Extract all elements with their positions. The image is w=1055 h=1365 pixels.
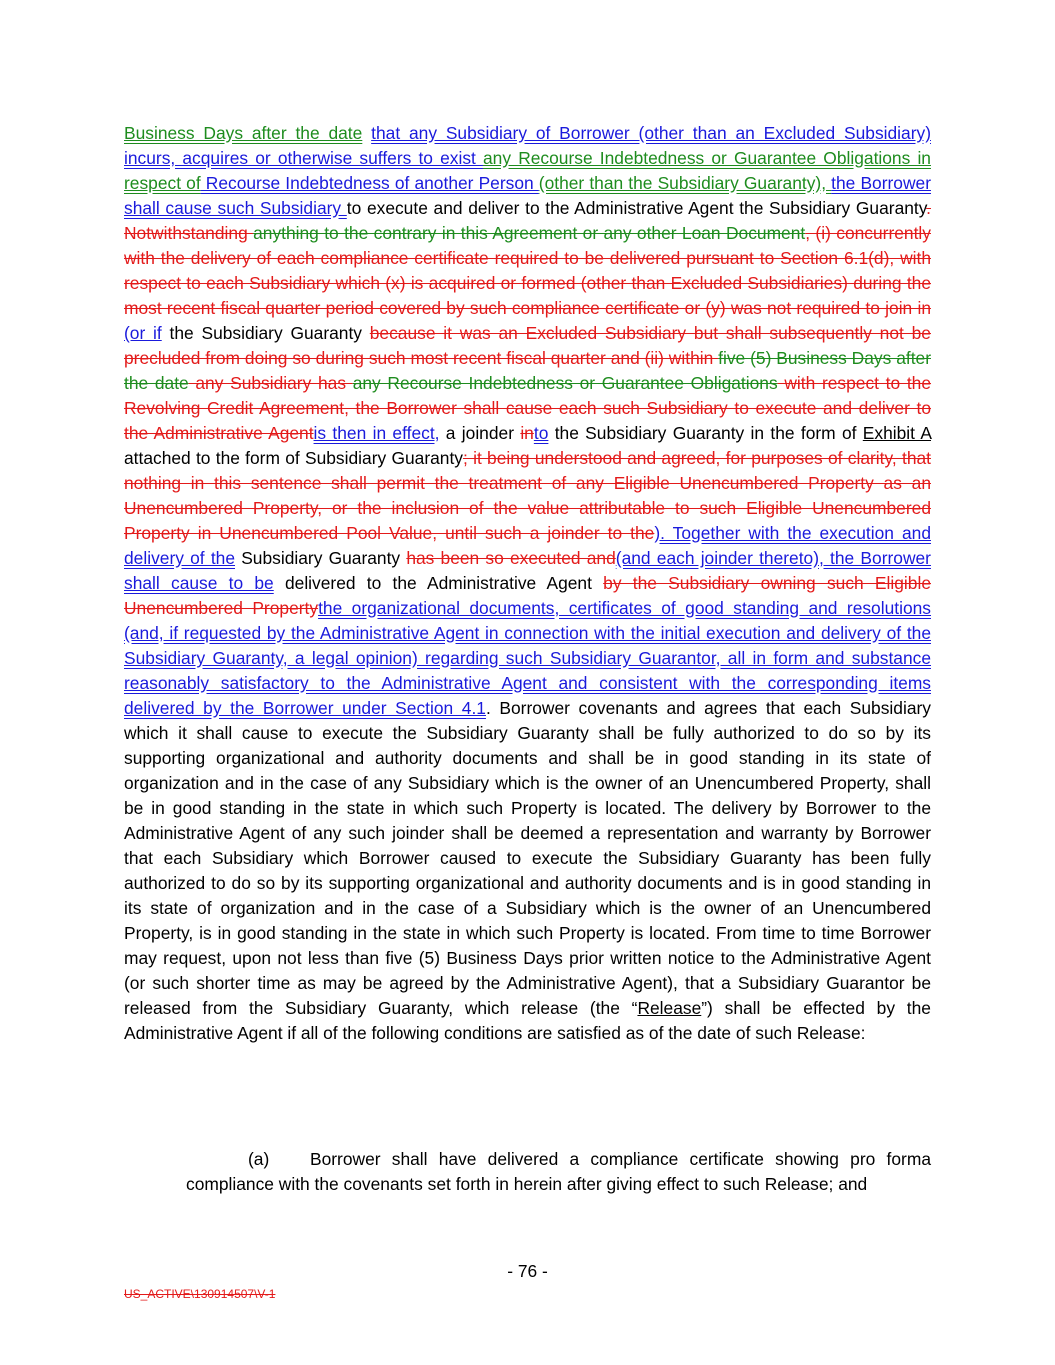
deleted-text: with respect to the Revolving Credit Agreement, the Borrower shall cause each such Subsidiary to execute and deliver to the Administrative Agent bbox=[124, 373, 932, 443]
deleted-text: any Subsidiary has bbox=[188, 373, 353, 393]
deleted-text: . Notwithstanding bbox=[124, 198, 931, 243]
list-item-a bbox=[186, 1147, 931, 1197]
main-paragraph bbox=[124, 121, 931, 1046]
deleted-text: Section 6.1(d) bbox=[780, 248, 890, 268]
page-number: - 76 - bbox=[507, 1261, 548, 1281]
underlined-term: Release bbox=[637, 998, 702, 1018]
deleted-text: ; it being understood and agreed, for purposes of clarity, that nothing in this sentence shall permit the treatment of any Eligible Unencumbered Property as an Unencumbered Property, or the inclusion of the value attributable to such Eligible Unencumbered Property in Unencumbered Pool Value, until such a joinder to the bbox=[124, 448, 931, 543]
moved-text: any Recourse Indebtedness or Guarantee Obligations in respect of bbox=[124, 148, 931, 193]
inserted-text: the Borrower shall cause such Subsidiary bbox=[124, 173, 931, 218]
deleted-text: , (i) concurrently with the delivery of each compliance certificate required to be delivered pursuant to bbox=[124, 223, 931, 268]
moved-deleted-text: any Recourse Indebtedness or Guarantee Obligations bbox=[352, 373, 778, 393]
text-run: a joinder bbox=[439, 423, 521, 443]
inserted-text: (and each joinder thereto), the Borrower shall cause to be bbox=[124, 548, 931, 593]
document-id: US_ACTIVE\130914507\V-1 bbox=[124, 1287, 276, 1301]
moved-deleted-text: anything to the contrary in this Agreement or any other Loan Document bbox=[253, 223, 806, 243]
inserted-text: Recourse Indebtedness of another Person bbox=[200, 173, 539, 193]
text-run: the Subsidiary Guaranty in the form of bbox=[548, 423, 863, 443]
deleted-text: in bbox=[520, 423, 534, 443]
item-text: Borrower shall have delivered a compliance certificate showing pro forma compliance with the covenants set forth in herein after giving effect to such Release; and bbox=[186, 1149, 931, 1194]
text-run: attached to the form of Subsidiary Guaranty bbox=[124, 448, 463, 468]
text-run bbox=[362, 123, 371, 143]
inserted-text: that any Subsidiary of Borrower (other than an Excluded Subsidiary) incurs, acquires or otherwise suffers to exist bbox=[124, 123, 931, 168]
inserted-text: ). Together with the execution and delivery of the bbox=[124, 523, 931, 568]
text-run: Subsidiary Guaranty bbox=[235, 548, 407, 568]
moved-deleted-text: five (5) Business Days after the date bbox=[124, 348, 931, 393]
inserted-text: to bbox=[533, 423, 549, 443]
document-body bbox=[124, 121, 931, 1046]
text-run: ”) shall be effected by the Administrative Agent if all of the following conditions are satisfied as of the date of such Release: bbox=[124, 998, 931, 1043]
moved-text: Business Days after the date bbox=[124, 123, 363, 143]
deleted-text: has been so executed and bbox=[406, 548, 616, 568]
underlined-term: Exhibit A bbox=[862, 423, 931, 443]
text-run: . Borrower covenants and agrees that each Subsidiary which it shall cause to execute the Subsidiary Guaranty shall be fully authorized to do so by its supporting organizational and authority documents and shall be in good standing in its state of organization and in the case of any Subsidiary which is the owner of an Unencumbered Property, shall be in good standing in the state in which such Property is located. The delivery by Borrower to the Administrative Agent of any such joinder shall be deemed a representation and warranty by Borrower that each Subsidiary which Borrower caused to execute the Subsidiary Guaranty has been fully authorized to do so by its supporting organizational and authority documents and is in good standing in its state of organization and in the case of a Subsidiary which is the owner of an Unencumbered Property, is in good standing in the state in which such Property is located. From time to time Borrower may request, upon not less than five (5) Business Days prior written notice to the Administrative Agent (or such shorter time as may be agreed by the Administrative Agent), that a Subsidiary Guarantor be released from the Subsidiary Guaranty, which release (the “ bbox=[124, 698, 931, 1018]
inserted-text: is then in effect, bbox=[313, 423, 440, 443]
moved-text: (other than the Subsidiary Guaranty), bbox=[538, 173, 832, 193]
deleted-text: by the Subsidiary owning such Eligible Unencumbered Property bbox=[124, 573, 931, 618]
inserted-text: the organizational documents, certificates of good standing and resolutions (and, if requested by the Administrative Agent in connection with the initial execution and delivery of the Subsidiary Guaranty, a legal opinion) regarding such Subsidiary Guarantor, all in form and substance reasonably satisfactory to the Administrative Agent and consistent with the corresponding items delivered by the Borrower under Section 4.1 bbox=[124, 598, 931, 718]
text-run: the Subsidiary Guaranty bbox=[161, 323, 370, 343]
inserted-text: (or if bbox=[124, 323, 162, 343]
item-label: (a) bbox=[248, 1149, 270, 1169]
deleted-text: , with respect to each Subsidiary which (x) is acquired or formed (other than Excluded Subsidiaries) during the most recent fiscal quarter period covered by such compliance certificate or (y) was not required to join in bbox=[124, 248, 931, 318]
text-run: to execute and deliver to the Administrative Agent the Subsidiary Guaranty bbox=[346, 198, 927, 218]
text-run: delivered to the Administrative Agent bbox=[273, 573, 604, 593]
deleted-text: because it was an Excluded Subsidiary but shall subsequently not be precluded from doing so during such most recent fiscal quarter and (ii) within bbox=[124, 323, 931, 368]
